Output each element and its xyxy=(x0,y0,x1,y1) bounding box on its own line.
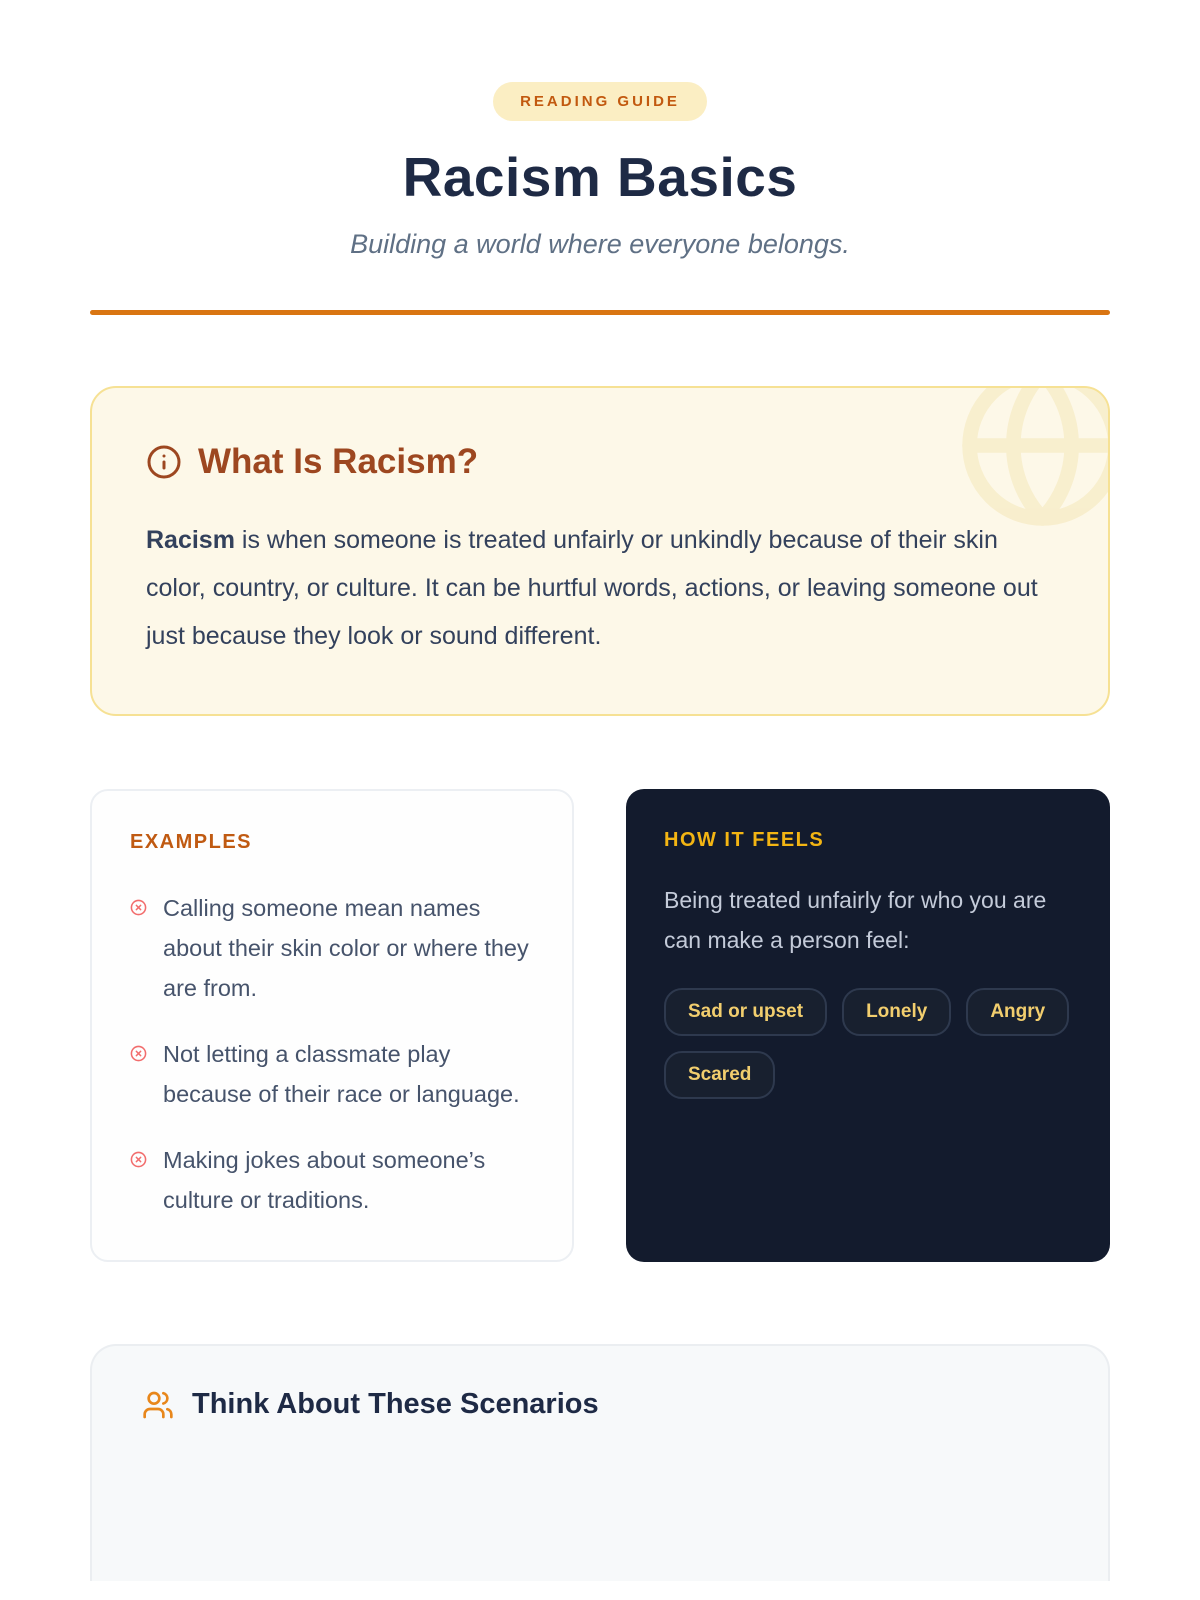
how-it-feels-card xyxy=(626,789,1110,1262)
info-icon xyxy=(146,444,182,480)
list-item xyxy=(130,1140,534,1220)
definition-card xyxy=(90,386,1110,716)
accent-divider xyxy=(90,310,1110,315)
two-column-section xyxy=(90,789,1110,1262)
definition-term: Racism xyxy=(146,526,235,554)
feeling-chip: Sad or upset xyxy=(664,988,827,1036)
scenarios-card xyxy=(90,1344,1110,1581)
definition-heading-text: What Is Racism? xyxy=(198,442,479,481)
feelings-chip-row xyxy=(664,988,1072,1099)
example-text: Calling someone mean names about their skin color or where they are from. xyxy=(163,895,529,1001)
how-it-feels-intro: Being treated unfairly for who you are can make a person feel: xyxy=(664,887,1047,953)
page-subtitle: Building a world where everyone belongs. xyxy=(350,229,850,259)
examples-card xyxy=(90,789,574,1262)
users-icon xyxy=(142,1389,174,1421)
x-circle-icon xyxy=(130,1045,147,1062)
list-item xyxy=(130,888,534,1008)
reading-guide-badge: READING GUIDE xyxy=(493,82,707,121)
x-circle-icon xyxy=(130,1151,147,1168)
reading-guide-page xyxy=(90,0,1110,1581)
how-it-feels-heading: HOW IT FEELS xyxy=(664,829,825,851)
examples-heading: EXAMPLES xyxy=(130,831,253,853)
examples-list xyxy=(130,888,534,1220)
list-item xyxy=(130,1034,534,1114)
example-text: Making jokes about someone’s culture or traditions. xyxy=(163,1147,486,1213)
definition-body xyxy=(146,516,1054,660)
scenarios-heading-text: Think About These Scenarios xyxy=(192,1388,599,1420)
definition-body-text: is when someone is treated unfairly or unkindly because of their skin color, country, or culture. It can be hurtful words, actions, or leaving someone out just because they look or sound different. xyxy=(146,526,1038,650)
feeling-chip: Lonely xyxy=(842,988,951,1036)
feeling-chip: Angry xyxy=(966,988,1069,1036)
example-text: Not letting a classmate play because of their race or language. xyxy=(163,1041,520,1107)
page-title: Racism Basics xyxy=(402,146,798,208)
x-circle-icon xyxy=(130,899,147,916)
scenarios-heading xyxy=(142,1388,1058,1421)
definition-heading xyxy=(146,442,1054,482)
page-header xyxy=(90,82,1110,260)
feeling-chip: Scared xyxy=(664,1051,775,1099)
